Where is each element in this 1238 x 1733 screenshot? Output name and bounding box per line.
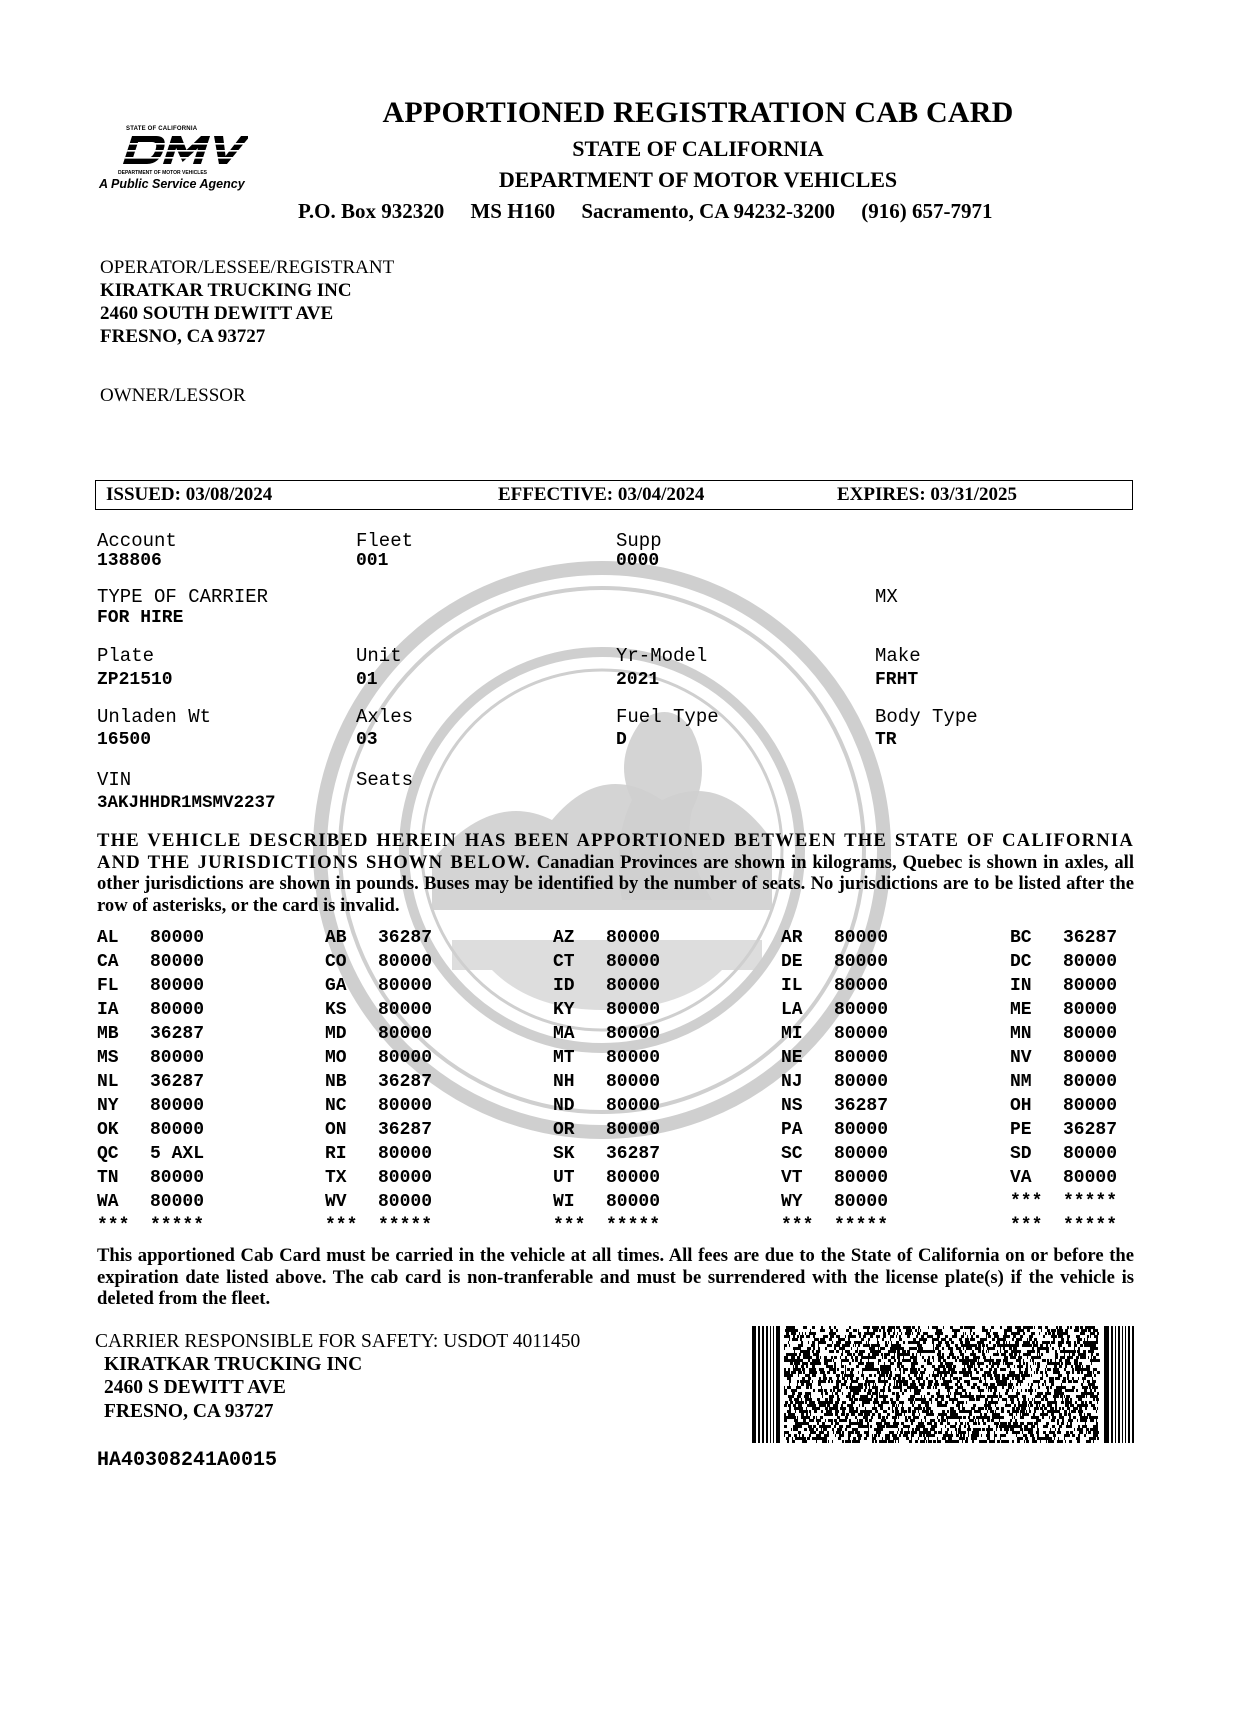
jurisdiction-weight: 80000	[606, 1024, 661, 1044]
jurisdiction-row	[97, 1048, 1137, 1072]
jurisdiction-code: SK	[553, 1144, 575, 1164]
jurisdiction-row	[97, 976, 1137, 1000]
jurisdiction-weight: 80000	[378, 1000, 433, 1020]
make-value: FRHT	[875, 670, 919, 690]
jurisdiction-code: SD	[1010, 1144, 1032, 1164]
jurisdiction-code: TX	[325, 1168, 347, 1188]
jurisdiction-weight: 80000	[606, 1072, 661, 1092]
plate-value: ZP21510	[97, 670, 173, 690]
jurisdiction-code: MI	[781, 1024, 803, 1044]
jurisdiction-code: CT	[553, 952, 575, 972]
jurisdiction-weight: 80000	[834, 952, 889, 972]
jurisdiction-weight: 80000	[150, 1192, 205, 1212]
jurisdiction-row	[97, 1096, 1137, 1120]
jurisdiction-row	[97, 1024, 1137, 1048]
jurisdiction-code: KY	[553, 1000, 575, 1020]
jurisdiction-code: TN	[97, 1168, 119, 1188]
document-title: APPORTIONED REGISTRATION CAB CARD	[382, 96, 1014, 129]
jurisdiction-code: ND	[553, 1096, 575, 1116]
logo-department-text: DEPARTMENT OF MOTOR VEHICLES	[118, 170, 207, 176]
owner-heading: OWNER/LESSOR	[100, 385, 246, 406]
jurisdiction-weight: 80000	[606, 1168, 661, 1188]
carrier-type-label: TYPE OF CARRIER	[97, 586, 269, 608]
jurisdiction-code: MS	[97, 1048, 119, 1068]
jurisdiction-code: NY	[97, 1096, 119, 1116]
operator-city: FRESNO, CA 93727	[100, 326, 266, 347]
fleet-label: Fleet	[356, 530, 414, 552]
jurisdiction-weight: 80000	[834, 1168, 889, 1188]
jurisdiction-weight: 80000	[378, 952, 433, 972]
jurisdiction-row	[97, 1120, 1137, 1144]
jurisdiction-weight: 80000	[1063, 952, 1118, 972]
department-heading: DEPARTMENT OF MOTOR VEHICLES	[498, 167, 898, 192]
jurisdiction-code: QC	[97, 1144, 119, 1164]
jurisdiction-code: NE	[781, 1048, 803, 1068]
jurisdiction-code: MD	[325, 1024, 347, 1044]
plate-label: Plate	[97, 645, 155, 667]
yr-model-label: Yr-Model	[616, 645, 708, 667]
issued-date: ISSUED: 03/08/2024	[106, 484, 273, 505]
carrier-type-value: FOR HIRE	[97, 608, 184, 628]
jurisdiction-code: NB	[325, 1072, 347, 1092]
logo-tagline: A Public Service Agency	[99, 177, 245, 191]
jurisdiction-weight: 80000	[834, 1192, 889, 1212]
mx-label: MX	[875, 586, 898, 608]
jurisdiction-weight: 80000	[150, 1048, 205, 1068]
body-type-label: Body Type	[875, 706, 978, 728]
jurisdiction-grid	[97, 928, 1137, 1240]
jurisdiction-code: AB	[325, 928, 347, 948]
jurisdiction-weight: 36287	[1063, 928, 1118, 948]
jurisdiction-code: VT	[781, 1168, 803, 1188]
jurisdiction-code: ***	[781, 1216, 814, 1236]
jurisdiction-weight: 80000	[378, 976, 433, 996]
jurisdiction-weight: 80000	[834, 1144, 889, 1164]
jurisdiction-code: BC	[1010, 928, 1032, 948]
jurisdiction-code: NV	[1010, 1048, 1032, 1068]
jurisdiction-row	[97, 928, 1137, 952]
jurisdiction-weight: 80000	[1063, 1144, 1118, 1164]
vin-value: 3AKJHHDR1MSMV2237	[97, 793, 276, 813]
jurisdiction-code: ON	[325, 1120, 347, 1140]
jurisdiction-code: NJ	[781, 1072, 803, 1092]
jurisdiction-code: WV	[325, 1192, 347, 1212]
make-label: Make	[875, 645, 921, 667]
jurisdiction-code: DE	[781, 952, 803, 972]
jurisdiction-weight: 80000	[150, 1120, 205, 1140]
jurisdiction-row	[97, 1072, 1137, 1096]
jurisdiction-weight: 80000	[1063, 1024, 1118, 1044]
jurisdiction-weight: 80000	[834, 1024, 889, 1044]
jurisdiction-weight: 80000	[378, 1168, 433, 1188]
safety-carrier-street: 2460 S DEWITT AVE	[104, 1377, 286, 1398]
unladen-label: Unladen Wt	[97, 706, 212, 728]
jurisdiction-weight: 80000	[606, 1192, 661, 1212]
effective-date: EFFECTIVE: 03/04/2024	[498, 484, 705, 505]
jurisdiction-code: MN	[1010, 1024, 1032, 1044]
jurisdiction-code: OH	[1010, 1096, 1032, 1116]
expires-date: EXPIRES: 03/31/2025	[837, 484, 1017, 505]
jurisdiction-code: KS	[325, 1000, 347, 1020]
fuel-type-value: D	[616, 730, 627, 750]
jurisdiction-code: PE	[1010, 1120, 1032, 1140]
jurisdiction-weight: 36287	[606, 1144, 661, 1164]
jurisdiction-weight: 80000	[606, 1048, 661, 1068]
jurisdiction-weight: 36287	[150, 1024, 205, 1044]
jurisdiction-weight: *****	[834, 1216, 889, 1236]
safety-carrier-name: KIRATKAR TRUCKING INC	[104, 1354, 363, 1375]
yr-model-value: 2021	[616, 670, 660, 690]
jurisdiction-code: IL	[781, 976, 803, 996]
jurisdiction-code: ***	[325, 1216, 358, 1236]
jurisdiction-code: NS	[781, 1096, 803, 1116]
jurisdiction-code: WI	[553, 1192, 575, 1212]
jurisdiction-weight: 80000	[606, 1000, 661, 1020]
jurisdiction-weight: 80000	[606, 928, 661, 948]
jurisdiction-code: MT	[553, 1048, 575, 1068]
jurisdiction-weight: 36287	[378, 1072, 433, 1092]
jurisdiction-code: NH	[553, 1072, 575, 1092]
supp-value: 0000	[616, 551, 660, 571]
jurisdiction-weight: 80000	[1063, 1000, 1118, 1020]
jurisdiction-code: IN	[1010, 976, 1032, 996]
jurisdiction-code: AR	[781, 928, 803, 948]
jurisdiction-weight: 80000	[150, 952, 205, 972]
jurisdiction-code: OK	[97, 1120, 119, 1140]
jurisdiction-weight: 80000	[1063, 1096, 1118, 1116]
jurisdiction-weight: 80000	[834, 1048, 889, 1068]
jurisdiction-row	[97, 952, 1137, 976]
jurisdiction-code: CA	[97, 952, 119, 972]
jurisdiction-code: NC	[325, 1096, 347, 1116]
jurisdiction-weight: 80000	[606, 1120, 661, 1140]
safety-carrier-heading: CARRIER RESPONSIBLE FOR SAFETY: USDOT 4011450	[95, 1331, 581, 1352]
supp-label: Supp	[616, 530, 662, 552]
jurisdiction-weight: 80000	[834, 976, 889, 996]
jurisdiction-weight: 36287	[1063, 1120, 1118, 1140]
jurisdiction-weight: 80000	[1063, 976, 1118, 996]
jurisdiction-code: RI	[325, 1144, 347, 1164]
account-label: Account	[97, 530, 177, 552]
jurisdiction-code: NM	[1010, 1072, 1032, 1092]
account-value: 138806	[97, 551, 162, 571]
jurisdiction-weight: 36287	[834, 1096, 889, 1116]
jurisdiction-code: IA	[97, 1000, 119, 1020]
jurisdiction-code: UT	[553, 1168, 575, 1188]
jurisdiction-code: AL	[97, 928, 119, 948]
jurisdiction-weight: 80000	[606, 976, 661, 996]
jurisdiction-code: WY	[781, 1192, 803, 1212]
jurisdiction-code: SC	[781, 1144, 803, 1164]
dmv-mark-icon	[118, 130, 248, 170]
unit-value: 01	[356, 670, 378, 690]
jurisdiction-code: VA	[1010, 1168, 1032, 1188]
jurisdiction-code: ME	[1010, 1000, 1032, 1020]
state-heading: STATE OF CALIFORNIA	[572, 136, 824, 161]
pdf417-barcode-icon	[752, 1326, 1134, 1443]
jurisdiction-code: LA	[781, 1000, 803, 1020]
jurisdiction-code: ***	[1010, 1192, 1043, 1212]
jurisdiction-weight: 80000	[378, 1048, 433, 1068]
jurisdiction-code: ***	[1010, 1216, 1043, 1236]
jurisdiction-weight: 80000	[378, 1024, 433, 1044]
jurisdiction-row	[97, 1216, 1137, 1240]
jurisdiction-code: WA	[97, 1192, 119, 1212]
jurisdiction-weight: *****	[150, 1216, 205, 1236]
jurisdiction-code: MB	[97, 1024, 119, 1044]
axles-value: 03	[356, 730, 378, 750]
jurisdiction-weight: 80000	[150, 928, 205, 948]
unit-label: Unit	[356, 645, 402, 667]
apportionment-notice	[97, 830, 1134, 916]
jurisdiction-code: AZ	[553, 928, 575, 948]
jurisdiction-code: MA	[553, 1024, 575, 1044]
fuel-type-label: Fuel Type	[616, 706, 719, 728]
jurisdiction-code: OR	[553, 1120, 575, 1140]
body-type-value: TR	[875, 730, 897, 750]
jurisdiction-weight: 80000	[606, 1096, 661, 1116]
department-address: P.O. Box 932320 MS H160 Sacramento, CA 94232-3200 (916) 657-7971	[298, 199, 993, 223]
unladen-value: 16500	[97, 730, 152, 750]
jurisdiction-code: FL	[97, 976, 119, 996]
seats-label: Seats	[356, 769, 414, 791]
safety-carrier-city: FRESNO, CA 93727	[104, 1401, 274, 1422]
jurisdiction-code: NL	[97, 1072, 119, 1092]
apportionment-notice-lead: THE VEHICLE DESCRIBED HEREIN HAS BEEN APPORTIONED BETWEEN THE STATE OF CALIFORNIA AND THE JURISDICTIONS SHOWN BELOW.	[97, 830, 1134, 873]
document-code: HA40308241A0015	[97, 1449, 278, 1472]
jurisdiction-code: MO	[325, 1048, 347, 1068]
jurisdiction-weight: 80000	[1063, 1072, 1118, 1092]
jurisdiction-weight: 80000	[1063, 1048, 1118, 1068]
jurisdiction-code: PA	[781, 1120, 803, 1140]
jurisdiction-weight: 80000	[150, 1096, 205, 1116]
jurisdiction-weight: *****	[1063, 1192, 1118, 1212]
jurisdiction-code: ***	[553, 1216, 586, 1236]
apportionment-notice-body: Canadian Provinces are shown in kilograms, Quebec is shown in axles, all other jurisdictions are shown in pounds. Buses may be identified by the number of seats. No jurisdictions are to be listed after the row of asterisks, or the card is invalid.	[97, 851, 1134, 916]
jurisdiction-weight: 80000	[150, 976, 205, 996]
jurisdiction-row	[97, 1192, 1137, 1216]
jurisdiction-weight: 36287	[150, 1072, 205, 1092]
operator-street: 2460 SOUTH DEWITT AVE	[100, 303, 334, 324]
axles-label: Axles	[356, 706, 414, 728]
jurisdiction-row	[97, 1000, 1137, 1024]
jurisdiction-row	[97, 1168, 1137, 1192]
jurisdiction-code: DC	[1010, 952, 1032, 972]
jurisdiction-weight: 5 AXL	[150, 1144, 205, 1164]
jurisdiction-weight: 80000	[150, 1168, 205, 1188]
jurisdiction-code: ***	[97, 1216, 130, 1236]
jurisdiction-code: ID	[553, 976, 575, 996]
jurisdiction-weight: 80000	[378, 1144, 433, 1164]
jurisdiction-weight: *****	[378, 1216, 433, 1236]
cab-card-notice: This apportioned Cab Card must be carried in the vehicle at all times. All fees are due to the State of California on or before the expiration date listed above. The cab card is non-tranferable and must be surrendered with the license plate(s) if the vehicle is deleted from the fleet.	[97, 1245, 1134, 1309]
jurisdiction-code: CO	[325, 952, 347, 972]
jurisdiction-weight: 80000	[834, 1072, 889, 1092]
operator-heading: OPERATOR/LESSEE/REGISTRANT	[100, 257, 395, 278]
jurisdiction-weight: 36287	[378, 928, 433, 948]
jurisdiction-weight: 80000	[150, 1000, 205, 1020]
jurisdiction-weight: 80000	[834, 1120, 889, 1140]
operator-name: KIRATKAR TRUCKING INC	[100, 280, 352, 301]
jurisdiction-weight: *****	[606, 1216, 661, 1236]
jurisdiction-weight: 80000	[606, 952, 661, 972]
jurisdiction-weight: 36287	[378, 1120, 433, 1140]
jurisdiction-code: GA	[325, 976, 347, 996]
jurisdiction-weight: *****	[1063, 1216, 1118, 1236]
jurisdiction-weight: 80000	[1063, 1168, 1118, 1188]
jurisdiction-weight: 80000	[834, 928, 889, 948]
jurisdiction-weight: 80000	[378, 1192, 433, 1212]
fleet-value: 001	[356, 551, 389, 571]
jurisdiction-weight: 80000	[834, 1000, 889, 1020]
vin-label: VIN	[97, 769, 132, 791]
jurisdiction-weight: 80000	[378, 1096, 433, 1116]
logo-state-text: STATE OF CALIFORNIA	[126, 126, 198, 132]
jurisdiction-row	[97, 1144, 1137, 1168]
